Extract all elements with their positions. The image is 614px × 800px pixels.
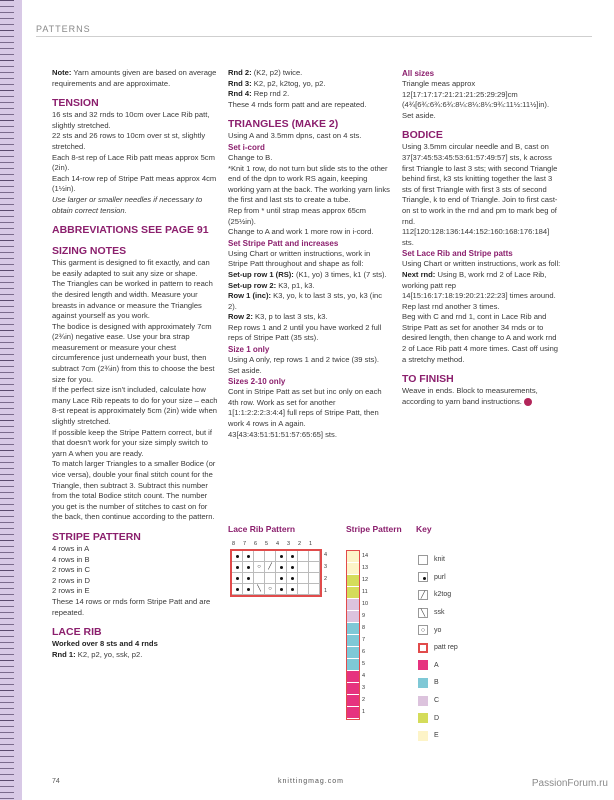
stripe-line: 2 rows in C	[52, 565, 90, 575]
lace-cell	[276, 584, 287, 595]
stripe-row-number: 9	[362, 613, 366, 619]
ruler-tick	[0, 300, 14, 301]
stripe-inc-text: Using Chart or written instructions, work in Stripe Patt throughout and shape as foll:	[228, 248, 371, 269]
sizing-text: If the perfect size isn't included, calculate how many Lace Rib repeats to do for your size – each 8-st repeat is approximately 5cm (2in) wide when slightly stretched.	[52, 385, 218, 427]
tension-line: Each 8-st rep of Lace Rib patt meas approx 5cm (2in).	[52, 152, 215, 173]
lace-cell	[309, 551, 320, 562]
row-2: Row 2: K3, p to last 3 sts, k3.	[228, 312, 328, 322]
lace-col-numbers	[232, 541, 320, 547]
key-swatch-icon	[418, 696, 428, 706]
stripe-line: 2 rows in E	[52, 586, 90, 596]
key-item	[418, 604, 458, 622]
stripe-row	[347, 671, 359, 683]
key-label: D	[434, 714, 440, 722]
lace-cell	[287, 551, 298, 562]
stripe-row-numbers	[362, 550, 368, 718]
column-1	[52, 68, 218, 660]
ruler-tick	[0, 30, 14, 31]
key-label: k2tog	[434, 591, 452, 599]
lace-cell	[265, 573, 276, 584]
lace-cell	[276, 562, 287, 573]
lace-cell	[309, 562, 320, 573]
ruler-tick	[0, 210, 14, 211]
stripe-row-number: 1	[362, 709, 366, 715]
section-rule	[36, 36, 592, 37]
key-item	[418, 551, 458, 569]
ruler-tick	[0, 780, 14, 781]
icord-line: Change to A and work 1 more row in i-cord.	[228, 227, 374, 237]
tension-italic: Use larger or smaller needles if necessary to obtain correct tension.	[52, 194, 203, 215]
lace-cell	[243, 551, 254, 562]
stripe-row	[347, 551, 359, 563]
key-label: E	[434, 732, 439, 740]
ruler-tick	[0, 360, 14, 361]
key-label: ssk	[434, 609, 445, 617]
stripe-inc-sub: Set Stripe Patt and increases	[228, 238, 339, 248]
ruler-tick	[0, 90, 14, 91]
ruler-tick	[0, 120, 14, 121]
site-url: knittingmag.com	[278, 778, 344, 785]
key-label: C	[434, 697, 440, 705]
ruler-tick	[0, 390, 14, 391]
key-item	[418, 709, 458, 727]
ruler-tick	[0, 750, 14, 751]
key-item	[418, 727, 458, 745]
stripe-row-number: 11	[362, 589, 368, 595]
key-label: knit	[434, 556, 445, 564]
lace-col-number: 1	[309, 541, 313, 547]
stripe-row-number: 3	[362, 685, 366, 691]
ruler-tick	[0, 180, 14, 181]
icord-line: Rep from * until strap meas approx 65cm (25½in).	[228, 205, 367, 226]
allsizes-text: Triangle meas approx 12[17:17:17:21:21:21:25:29:29]cm (4¾[6¾:6¾:6¾:8¼:8¼:8¼:9¾:11½:11½]in). Set aside.	[402, 79, 550, 120]
lace-cell	[287, 562, 298, 573]
ruler-tick	[0, 660, 14, 661]
lace-cell	[298, 551, 309, 562]
setup-row-2: Set-up row 2: K3, p1, k3.	[228, 280, 315, 290]
stripe-chart-title: Stripe Pattern	[346, 524, 402, 534]
tension-heading: TENSION	[52, 97, 99, 110]
ruler-tick	[0, 570, 14, 571]
key-item	[418, 674, 458, 692]
lace-cell: ○	[265, 584, 276, 595]
lace-col-number: 7	[243, 541, 247, 547]
rep-text: Rep rows 1 and 2 until you have worked 2 full reps of Stripe Patt (35 sts).	[228, 322, 382, 343]
bodice-count: 112[120:128:136:144:152:160:168:176:184] sts.	[402, 227, 550, 247]
stripe-row	[347, 647, 359, 659]
lace-col-number: 8	[232, 541, 236, 547]
setlace-text: Using Chart or written instructions, work as foll:	[402, 259, 561, 269]
page-number: 74	[52, 778, 60, 785]
key-label: A	[434, 661, 439, 669]
lace-chart-title: Lace Rib Pattern	[228, 524, 296, 534]
lace-row-number: 4	[324, 552, 328, 558]
key-item	[418, 569, 458, 587]
stripe-chart	[346, 550, 360, 720]
icord-line: *Knit 1 row, do not turn but slide sts to the other end of the dpn to work RS again, keeping working yarn at the back. The working yarn links the first and last sts to create a tube.	[228, 163, 390, 205]
sizes210-sub: Sizes 2-10 only	[228, 377, 286, 387]
key-swatch-icon: ╱	[418, 590, 428, 600]
lace-row-number: 3	[324, 564, 328, 570]
lace-row-numbers	[324, 549, 327, 597]
lace-col-number: 4	[276, 541, 280, 547]
key-title: Key	[416, 524, 432, 534]
key-swatch-icon: ╲	[418, 608, 428, 618]
ruler-tick	[0, 330, 14, 331]
key-swatch-icon	[418, 660, 428, 670]
triangles-heading: TRIANGLES (MAKE 2)	[228, 118, 339, 131]
stripe-row	[347, 659, 359, 671]
key-label: yo	[434, 626, 442, 634]
lace-cell: ╱	[265, 562, 276, 573]
lace-cell	[254, 551, 265, 562]
ruler-tick	[0, 690, 14, 691]
stripe-line: 2 rows in D	[52, 575, 90, 585]
key-swatch-icon	[418, 731, 428, 741]
lace-cell	[243, 562, 254, 573]
lace-col-number: 6	[254, 541, 258, 547]
lace-cell	[232, 584, 243, 595]
lace-cell	[298, 584, 309, 595]
key-swatch-icon: ○	[418, 625, 428, 635]
stripe-row-number: 14	[362, 553, 369, 559]
bodice-text: Using 3.5mm circular needle and B, cast on 37[37:45:53:45:53:61:57:49:57] sts, k across first Triangle to last 3 sts; with second Triangle behind first, k3 sts knitting together the last 3 sts of first Triangle with first 3 sts of second Triangle, k to end of Triangle. Join to first cast-on st to work in the rnd and pm to mark beg of rnd.	[402, 142, 558, 226]
tension-line: Each 14-row rep of Stripe Patt meas approx 4cm (1½in).	[52, 173, 217, 194]
column-3	[402, 68, 562, 407]
setlace-sub: Set Lace Rib and Stripe patts	[402, 249, 513, 259]
rnd-2: Rnd 2: (K2, p2) twice.	[228, 68, 303, 77]
ruler-tick	[0, 0, 14, 1]
stripe-line: 4 rows in A	[52, 543, 90, 553]
chart-key	[418, 551, 458, 745]
ruler-tick	[0, 450, 14, 451]
yarn-ball-icon	[524, 398, 532, 406]
ruler-tick	[0, 600, 14, 601]
stripe-row-number: 2	[362, 697, 366, 703]
stripe-row	[347, 707, 359, 719]
triangles-intro: Using A and 3.5mm dpns, cast on 4 sts.	[228, 131, 362, 141]
ruler-tick	[0, 60, 14, 61]
lace-cell	[298, 573, 309, 584]
lace-cell	[287, 584, 298, 595]
sizing-text: This garment is designed to fit exactly, and can be easily adapted to suit any size or shape.	[52, 258, 210, 278]
ruler-tick	[0, 240, 14, 241]
sizes210-text: Cont in Stripe Patt as set but inc only on each 4th row. Work as set for another 1[1:1:2:2:2:3:4:4] full reps of Stripe Patt, then work 4 rows in A again. 43[43:43:51:51:51:57:65:65] sts.	[228, 387, 382, 439]
size1-text: Using A only, rep rows 1 and 2 twice (39 sts). Set aside.	[228, 355, 379, 375]
beg-text: Beg with C and rnd 1, cont in Lace Rib and Stripe Patt as set for another 34 rnds or to desired length, then change to A and work rnd 2 of Lace Rib patt 4 more times. Cast off using a stretchy method.	[402, 312, 559, 364]
ruler-tick	[0, 630, 14, 631]
ruler-tick	[0, 510, 14, 511]
lace-cell	[243, 573, 254, 584]
stripe-row-number: 8	[362, 625, 366, 631]
stripe-heading: STRIPE PATTERN	[52, 530, 141, 543]
stripe-row	[347, 683, 359, 695]
bodice-heading: BODICE	[402, 129, 443, 142]
rnd-3: Rnd 3: K2, p2, k2tog, yo, p2.	[228, 78, 326, 88]
key-label: patt rep	[434, 644, 458, 652]
lace-col-number: 2	[298, 541, 302, 547]
ruler-tick	[0, 480, 14, 481]
lace-row-number: 1	[324, 588, 328, 594]
stripe-row	[347, 623, 359, 635]
stripe-row-number: 13	[362, 565, 369, 571]
stripe-row-number: 12	[362, 577, 369, 583]
lace-cell	[265, 551, 276, 562]
setup-row-1: Set-up row 1 (RS): (K1, yo) 3 times, k1 (7 sts).	[228, 269, 387, 279]
finish-heading: TO FINISH	[402, 373, 454, 386]
stripe-row	[347, 575, 359, 587]
key-item	[418, 657, 458, 675]
stripe-row	[347, 695, 359, 707]
sizing-text: To match larger Triangles to a smaller Bodice (or vice versa), double your final stitch count for the Triangle, then subtract 3. Subtract this number from the total Bodice stitch count. The number you get is the number of stitches to cast on for the back, then continue according to the pattern.	[52, 459, 216, 522]
sizing-text: If possible keep the Stripe Pattern correct, but if that doesn't work for your size simply switch to yarn A when you are ready.	[52, 427, 212, 458]
key-label: B	[434, 679, 439, 687]
icord-line: Change to B.	[228, 152, 273, 162]
stripe-row-number: 5	[362, 661, 366, 667]
ruler-tick	[0, 270, 14, 271]
lace-cell	[232, 562, 243, 573]
lace-cell	[298, 562, 309, 573]
tension-line: 16 sts and 32 rnds to 10cm over Lace Rib patt, slightly stretched.	[52, 110, 210, 130]
key-swatch-icon	[418, 643, 428, 653]
lace-cell	[232, 551, 243, 562]
key-item	[418, 692, 458, 710]
size1-sub: Size 1 only	[228, 345, 270, 355]
next-rnd: Next rnd: Using B, work rnd 2 of Lace Rib, working patt rep 14[15:16:17:18:19:20:21:22:23] times around. Rep last rnd another 3 times.	[402, 269, 556, 311]
tension-line: 22 sts and 26 rows to 10cm over st st, slightly stretched.	[52, 131, 206, 151]
ruler-edge	[14, 0, 22, 800]
section-tab: PATTERNS	[36, 24, 91, 34]
lace-cell: ○	[254, 562, 265, 573]
lace-cell	[232, 573, 243, 584]
key-swatch-icon	[418, 555, 428, 565]
key-item	[418, 621, 458, 639]
column-2	[228, 68, 390, 440]
row-1: Row 1 (inc): K3, yo, k to last 3 sts, yo, k3 (inc 2).	[228, 291, 383, 311]
sizing-text: The Triangles can be worked in pattern to reach the desired length and width. Measure your breasts in advance or measure the Triangles against yourself as you work.	[52, 279, 213, 321]
key-item	[418, 586, 458, 604]
ruler-tick	[0, 150, 14, 151]
key-item	[418, 639, 458, 657]
rnd-1: Rnd 1: K2, p2, yo, ssk, p2.	[52, 649, 143, 659]
lace-cell	[309, 584, 320, 595]
allsizes-sub: All sizes	[402, 69, 435, 78]
lace-cell	[276, 573, 287, 584]
sizing-text: The bodice is designed with approximately 7cm (2¾in) negative ease. Use your bra strap measurement or measure your chest circumference just underneath your bust, then subtract 7cm (2¾in) from this to choose the best size for you.	[52, 321, 215, 384]
stripe-row	[347, 611, 359, 623]
stripe-line: 4 rows in B	[52, 554, 90, 564]
stripe-line: These 14 rows or rnds form Stripe Patt and are repeated.	[52, 596, 211, 617]
stripe-row	[347, 599, 359, 611]
key-swatch-icon	[418, 713, 428, 723]
lace-cell	[254, 573, 265, 584]
lace-cell	[287, 573, 298, 584]
lace-col-number: 3	[287, 541, 291, 547]
rnd-4: Rnd 4: Rep rnd 2.	[228, 89, 290, 99]
key-swatch-icon	[418, 572, 428, 582]
stripe-row-number: 10	[362, 601, 369, 607]
finish-text: Weave in ends. Block to measurements, according to yarn band instructions.	[402, 386, 538, 406]
stripe-row	[347, 563, 359, 575]
key-swatch-icon	[418, 678, 428, 688]
lace-row-number: 2	[324, 576, 328, 582]
ruler-tick	[0, 420, 14, 421]
icord-sub: Set i-cord	[228, 142, 265, 152]
stripe-row-number: 7	[362, 637, 366, 643]
lace-rib-grid	[230, 549, 322, 597]
ruler-tick	[0, 540, 14, 541]
stripe-row-number: 6	[362, 649, 366, 655]
abbreviations-heading: ABBREVIATIONS SEE PAGE 91	[52, 224, 209, 237]
sizing-heading: SIZING NOTES	[52, 245, 127, 258]
note: Note: Yarn amounts given are based on average requirements and are approximate.	[52, 68, 217, 88]
lace-sub: Worked over 8 sts and 4 rnds	[52, 639, 158, 649]
ruler-tick	[0, 720, 14, 721]
rnds-text: These 4 rnds form patt and are repeated.	[228, 99, 367, 109]
stripe-row	[347, 587, 359, 599]
lace-cell	[276, 551, 287, 562]
lace-col-number: 5	[265, 541, 269, 547]
stripe-row-number: 4	[362, 673, 366, 679]
key-label: purl	[434, 573, 446, 581]
watermark: PassionForum.ru	[531, 778, 608, 789]
stripe-row	[347, 635, 359, 647]
lace-cell	[243, 584, 254, 595]
lace-rib-heading: LACE RIB	[52, 626, 102, 639]
lace-cell	[309, 573, 320, 584]
lace-cell: ╲	[254, 584, 265, 595]
